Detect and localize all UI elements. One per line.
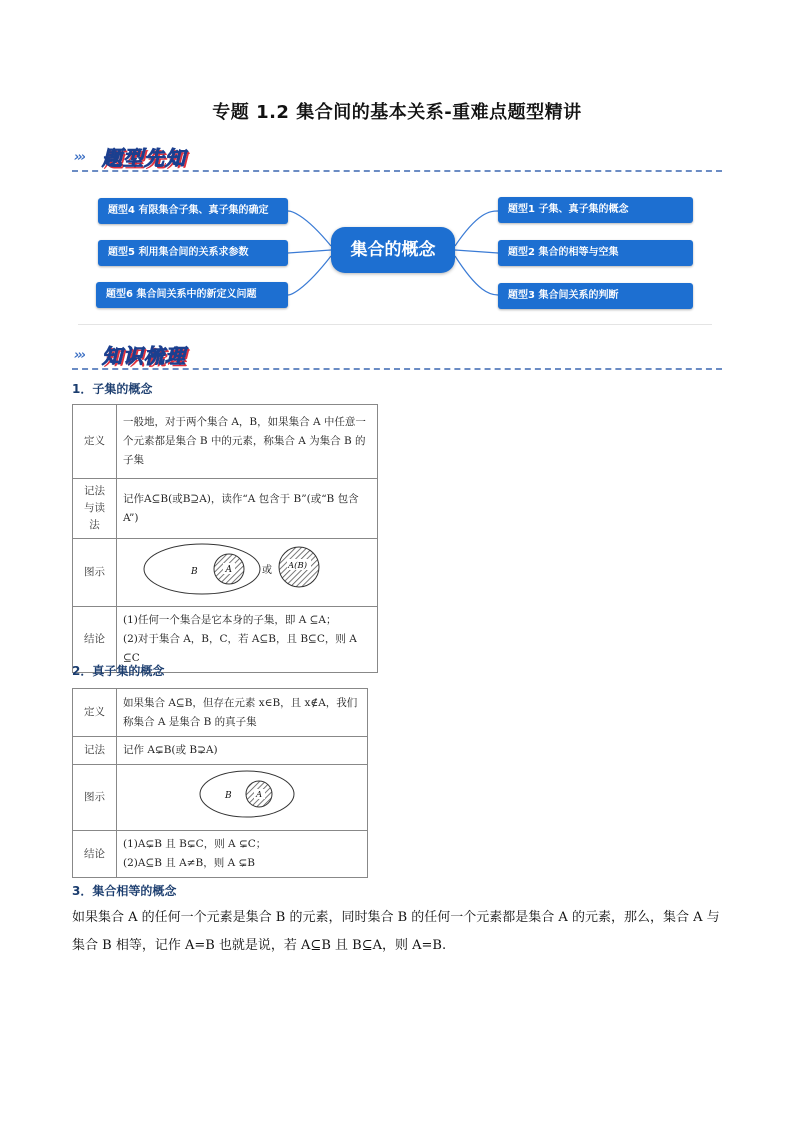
subset-table [72,404,378,673]
subset-venn-diagram [117,539,377,599]
row-label: 记法 [73,737,117,765]
row-text: 一般地，对于两个集合 A，B，如果集合 A 中任意一个元素都是集合 B 中的元素，称集合 A 为集合 B 的子集 [117,405,378,479]
mindmap-right-item-3: 题型3 集合间关系的判断 [498,283,693,309]
row-text: 记作A⊆B(或B⊇A)，读作“A 包含于 B”(或“B 包含 A”) [117,479,378,539]
venn-outer-label: B [225,791,232,801]
banner-divider [72,368,722,370]
mindmap-bottom-rule [78,324,712,325]
section-title-proper-subset: 2．真子集的概念 [72,664,165,678]
proper-subset-table [72,688,368,878]
mindmap-right-item-1: 题型1 子集、真子集的概念 [498,197,693,223]
section-title-set-equality: 3．集合相等的概念 [72,884,177,898]
banner-arrows-icon: ››› [74,348,85,363]
mindmap-center: 集合的概念 [331,227,455,273]
mindmap [78,184,712,326]
row-label: 定义 [73,405,117,479]
mindmap-left-item-2: 题型5 利用集合间的关系求参数 [98,240,288,266]
row-label: 结论 [73,607,117,673]
row-label: 图示 [73,539,117,607]
proper-subset-venn-diagram [117,765,367,823]
section-banner-knowledge [72,340,722,370]
page-title: 专题 1.2 集合间的基本关系-重难点题型精讲 [212,102,582,123]
row-label: 结论 [73,831,117,878]
conclusion-line: (1)任何一个集合是它本身的子集，即 A ⊆A； [123,614,337,626]
venn-diagram-cell [117,765,368,831]
mindmap-left-item-3: 题型6 集合间关系中的新定义问题 [96,282,288,308]
venn-diagram-cell [117,539,378,607]
venn-or-label: 或 [262,565,272,576]
row-label: 图示 [73,765,117,831]
banner-arrows-icon: ››› [74,150,85,165]
mindmap-left-item-1: 题型4 有限集合子集、真子集的确定 [98,198,288,224]
conclusion-line: (2)A⊆B 且 A≠B，则 A ⊊B [123,857,256,869]
venn-inner-label: A [225,565,232,575]
venn-inner-label: A [256,790,263,800]
conclusion-line: (2)对于集合 A，B，C，若 A⊆B，且 B⊆C，则 A ⊆C [123,633,357,664]
row-label: 定义 [73,689,117,737]
row-text: 如果集合 A⊆B，但存在元素 x∈B，且 x∉A，我们称集合 A 是集合 B 的真子集 [117,689,368,737]
row-label: 记法与读法 [73,479,117,539]
banner-divider [72,170,722,172]
row-text: 记作 A⊊B(或 B⊋A) [117,737,368,765]
conclusion-line: (1)A⊊B 且 B⊊C，则 A ⊊C； [123,838,267,850]
venn-outer-label: B [191,567,198,577]
section-banner-question-preview [72,142,722,172]
banner-title: 知识梳理 [102,344,186,368]
mindmap-right-item-2: 题型2 集合的相等与空集 [498,240,693,266]
banner-title: 题型先知 [102,146,186,170]
section-title-subset: 1．子集的概念 [72,382,153,396]
venn-merged-label: A(B) [288,561,308,571]
set-equality-paragraph: 如果集合 A 的任何一个元素是集合 B 的元素，同时集合 B 的任何一个元素都是集合 A 的元素，那么，集合 A 与集合 B 相等，记作 A=B 也就是说，若 A⊆B 且 B⊆A，则 A=B. [72,910,720,953]
